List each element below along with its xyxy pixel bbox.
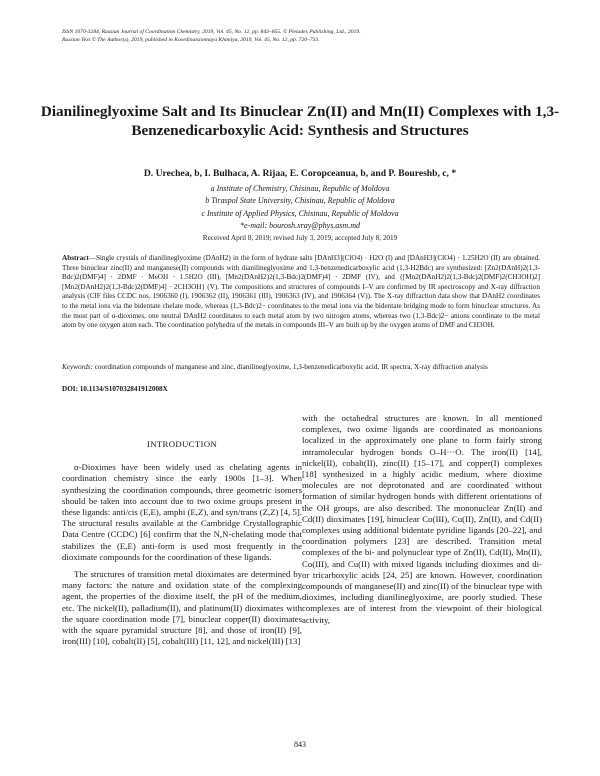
author-list: D. Urechea, b, I. Bulhaca, A. Rijaa, E. Coropceanua, b, and P. Boureshb, c, * — [143, 168, 457, 179]
intro-paragraph-2: The structures of transition metal dioximates are determined by many factors: the nature and oxidation state of the complexing agent, the properties of the dioxime itself, the pH of the medium, etc. The nickel(II), palladium(II), and platinum(II) dioximates with the square coordination mode [7], binuclear copper(II) dioximates with the square pyramidal structure [8], and those of iron(II) [9], iron(III) [10], cobalt(II) [5], cobalt(III) [11, 12], and nickel(III) [13] — [62, 569, 302, 647]
received-dates: Received April 8, 2019; revised July 3, 2019; accepted July 8, 2019 — [202, 234, 398, 242]
corresponding-email: *e-mail: bourosh.xray@phys.asm.md — [240, 221, 360, 231]
paper-title: Dianilineglyoxime Salt and Its Binuclear Zn(II) and Mn(II) Complexes with 1,3-Benzenedicarboxylic Acid: Synthesis and Structures — [40, 103, 560, 139]
abstract — [62, 254, 540, 331]
abstract-label: Abstract — [62, 254, 89, 262]
journal-header — [62, 28, 542, 44]
page-number: 843 — [294, 740, 306, 749]
abstract-text: —Single crystals of dianilineglyoxime (DAnH2) in the form of hydrate salts [DAnH3](ClO4) · H2O (I) and [DAnH3](ClO4) · 1.25H2O (II) are obtained. Three binuclear zinc(II) and manganese(II) compounds with dianilineglyoxime and 1,3-benzenedicarboxylic acid (1,3-H2Bdc) are synthesized: [Zn2(DAnH)2(1,3-Bdc)2(DMF)4] · 2DMF · MeOH · 1.5H2O (III), [Mn2(DAnH2)2(1,3-Bdc)2(DMF)4] · 2DMF (IV), and {[Mn2(DAnH2)2(1,3-Bdc)2(DMF)2(CH3OH)2][Mn2(DAnH2)2(1,3-Bdc)2(DMF)4] · 2CH3OH} (V). The compositions and structures of compounds I–V are confirmed by IR spectroscopy and X-ray diffraction analysis (CIF files CCDC nos. 1906360 (I), 1906362 (II), 1906361 (III), 1906363 (IV), and 1906364 (V)). The X-ray diffraction data show that DAnH2 coordinates to the metal ions via the bidentate chelate mode, whereas (1,3-Bdc)2− coordinates to the metal ions via the bidentate bridging mode to form binuclear structures. As the most part of α-dioximes, one neutral DAnH2 coordinates to each metal atom by two nitrogen atoms, whereas two (1,3-Bdc)2− anions coordinate to the metal atom by one oxygen atom each. The coordination polyhedra of the metals in compounds III–V are built up by the oxygen atoms of DMF and CH3OH. — [62, 254, 540, 330]
affiliations — [40, 183, 560, 233]
keywords-label: Keywords: — [62, 363, 93, 371]
doi: DOI: 10.1134/S107032841912008X — [62, 385, 168, 393]
affiliation-b: b Tiraspol State University, Chisinau, Republic of Moldova — [205, 196, 395, 206]
journal-header-line-2: Russian Text © The Author(s), 2019, published in Koordinatsionnaya Khimiya, 2019, Vol. 45, No. 12, pp. 720–733. — [62, 37, 320, 43]
intro-paragraph-1: α-Dioximes have been widely used as chelating agents in coordination chemistry since the early 1900s [1–3]. When synthesizing the coordination compounds, three geometric isomers should be taken into account due to two oxime groups present in these ligands: anti/cis (E,E), amphi (E,Z), and syn/trans (Z,Z) [4, 5]. The structural results available at the Cambridge Crystallographic Data Centre (CCDC) [6] confirm that the N,N-chelating mode that stabilizes the (E,E) anti-form is used most frequently in the dioximate compounds for the coordination of these ligands. — [62, 462, 302, 562]
affiliation-a: a Institute of Chemistry, Chisinau, Republic of Moldova — [210, 184, 390, 193]
intro-paragraph-3: with the octahedral structures are known. In all mentioned complexes, two oxime ligands are coordinated as monoanions localized in the approximately one plane to form fairly strong intramolecular hydrogen bonds O–H···O. The iron(II) [14], nickel(II), cobalt(II), zinc(II) [15–17], and copper(I) complexes [18] synthesized in a highly acidic medium, where dioxime molecules are not deprotonated and are coordinated without formation of similar hydrogen bonds with different orientations of the OH groups, are also described. The mononuclear Zn(II) and Cd(II) dioximates [19], binuclear Co(III), Cu(II), Zn(II), and Cd(II) complexes using additional bidentate pyridine ligands [20–22], and coordination polymers [23] are described. Transition metal complexes of the bi- and polynuclear type of Zn(II), Cd(II), Mn(II), Co(III), and Cu(II) with mixed ligands including dioximes and di- or tricarboxylic acids [24, 25] are known. However, coordination compounds of manganese(II) and zinc(II) of the binuclear type with dioximes, including dianilineglyoxime, are poorly studied. These complexes are of interest from the viewpoint of their biological activity, — [302, 413, 542, 625]
right-column — [302, 413, 542, 632]
left-column — [62, 413, 302, 653]
keywords-text: coordination compounds of manganese and zinc, dianilineglyoxime, 1,3-benzenedicarboxylic acid, IR spectra, X-ray diffraction analysis — [92, 363, 488, 371]
section-title-introduction: INTRODUCTION — [146, 439, 218, 449]
keywords — [62, 363, 540, 373]
affiliation-c: c Institute of Applied Physics, Chisinau, Republic of Moldova — [201, 208, 399, 218]
journal-header-line-1: ISSN 1070-3284, Russian Journal of Coordination Chemistry, 2019, Vol. 45, No. 12, pp. 843–855. © Pleiades Publishing, Ltd., 2019. — [62, 29, 361, 35]
